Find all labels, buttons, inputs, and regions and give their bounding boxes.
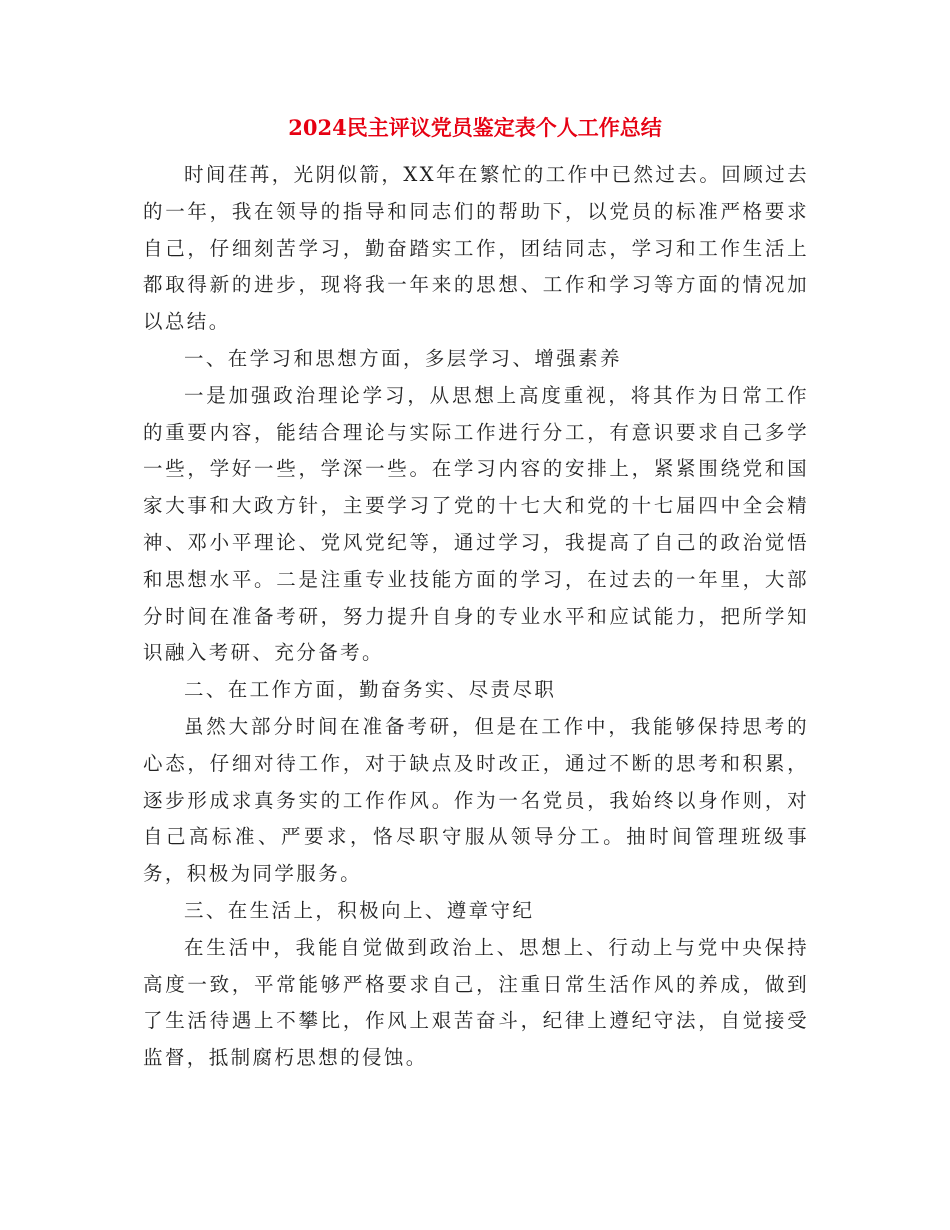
paragraph-intro: 时间荏苒，光阴似箭，XX年在繁忙的工作中已然过去。回顾过去的一年，我在领导的指导和同志们的帮助下，以党员的标准严格要求自己，仔细刻苦学习，勤奋踏实工作，团结同志，学习和工作生活上都取得新的进步，现将我一年来的思想、工作和学习等方面的情况加以总结。: [143, 163, 809, 334]
document-body: [143, 157, 809, 1077]
paragraph-life: 在生活中，我能自觉做到政治上、思想上、行动上与党中央保持高度一致，平常能够严格要求自己，注重日常生活作风的养成，做到了生活待遇上不攀比，作风上艰苦奋斗，纪律上遵纪守法，自觉接受监督，抵制腐朽思想的侵蚀。: [143, 935, 809, 1070]
section-heading-study: 一、在学习和思想方面，多层学习、增强素养: [183, 346, 622, 370]
section-heading-work: 二、在工作方面，勤奋务实、尽责尽职: [183, 678, 557, 702]
section-heading-life: 三、在生活上，积极向上、遵章守纪: [183, 898, 535, 922]
document-title: 2024民主评议党员鉴定表个人工作总结: [288, 115, 662, 140]
paragraph-study: 一是加强政治理论学习，从思想上高度重视，将其作为日常工作的重要内容，能结合理论与实际工作进行分工，有意识要求自己多学一些，学好一些，学深一些。在学习内容的安排上，紧紧围绕党和国家大事和大政方针，主要学习了党的十七大和党的十七届四中全会精神、邓小平理论、党风党纪等，通过学习，我提高了自己的政治觉悟和思想水平。二是注重专业技能方面的学习，在过去的一年里，大部分时间在准备考研，努力提升自身的专业水平和应试能力，把所学知识融入考研、充分备考。: [143, 383, 809, 665]
paragraph-work: 虽然大部分时间在准备考研，但是在工作中，我能够保持思考的心态，仔细对待工作，对于缺点及时改正，通过不断的思考和积累，逐步形成求真务实的工作作风。作为一名党员，我始终以身作则，对自己高标准、严要求，恪尽职守服从领导分工。抽时间管理班级事务，积极为同学服务。: [143, 714, 809, 886]
